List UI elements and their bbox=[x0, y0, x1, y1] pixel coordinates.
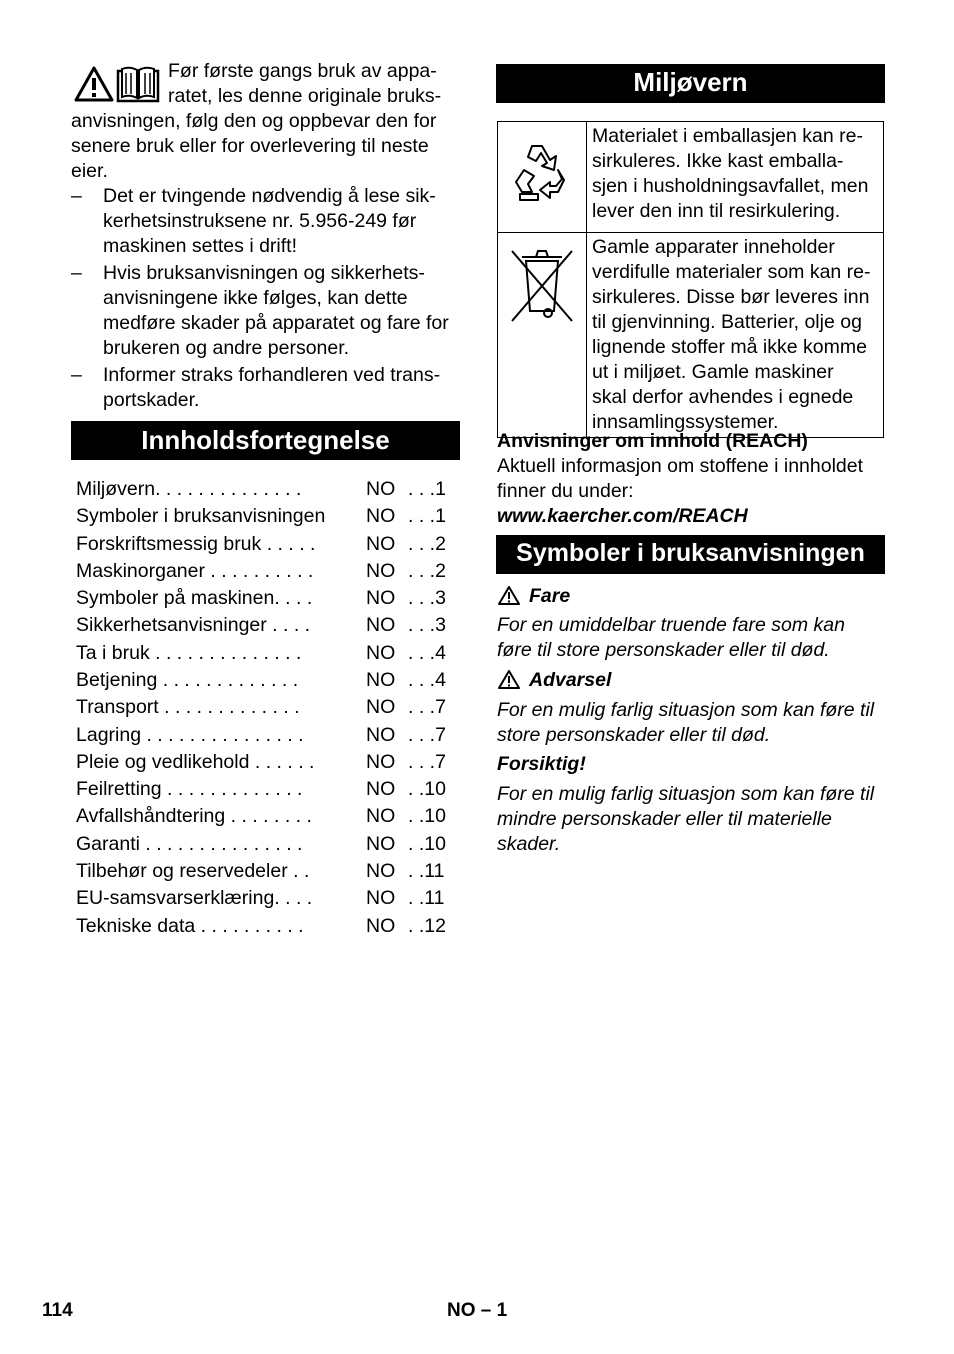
bullet-dash: – bbox=[71, 364, 82, 386]
toc-lang: NO bbox=[366, 587, 396, 609]
toc-page: . . .7 bbox=[408, 724, 446, 746]
toc-lang: NO bbox=[366, 805, 396, 827]
toc-page: . . .4 bbox=[408, 669, 446, 691]
toc-heading: Innholdsfortegnelse bbox=[71, 421, 460, 460]
toc-row[interactable] bbox=[76, 612, 456, 639]
toc-title: EU-samsvarserklæring. . . . bbox=[76, 887, 313, 909]
toc-title: Maskinorganer . . . . . . . . . . bbox=[76, 560, 314, 582]
toc-page: . . .7 bbox=[408, 696, 446, 718]
environment-line: lever den inn til resirkulering. bbox=[592, 200, 841, 222]
toc-page: . . .4 bbox=[408, 642, 446, 664]
toc-page: . .11 bbox=[408, 887, 445, 909]
toc-lang: NO bbox=[366, 887, 396, 909]
page-number: 114 bbox=[42, 1300, 73, 1321]
bullet-line: maskinen settes i drift! bbox=[103, 235, 297, 257]
toc-lang: NO bbox=[366, 478, 396, 500]
reach-line: Aktuell informasjon om stoffene i innholdet bbox=[497, 455, 864, 477]
warning-line: For en mulig farlig situasjon som kan føre til bbox=[497, 699, 875, 721]
crossed-bin-icon bbox=[498, 233, 586, 333]
environment-line: sirkuleres. Disse bør leveres inn bbox=[592, 286, 870, 308]
environment-line: lignende stoffer må ikke komme bbox=[592, 336, 867, 358]
danger-line: For en umiddelbar truende fare som kan bbox=[497, 614, 845, 636]
warning-triangle-icon bbox=[497, 585, 521, 605]
toc-title: Lagring . . . . . . . . . . . . . . . bbox=[76, 724, 304, 746]
toc-row[interactable] bbox=[76, 776, 456, 803]
toc-page: . . .7 bbox=[408, 751, 446, 773]
warning-label: Advarsel bbox=[529, 669, 612, 691]
toc-page: . .11 bbox=[408, 860, 445, 882]
toc-lang: NO bbox=[366, 696, 396, 718]
intro-line: anvisningen, følg den og oppbevar den for bbox=[71, 110, 437, 132]
toc-page: . . .2 bbox=[408, 533, 446, 555]
bullet-line: medføre skader på apparatet og fare for bbox=[103, 312, 449, 334]
toc-title: Tilbehør og reservedeler . . bbox=[76, 860, 310, 882]
intro-line: senere bruk eller for overlevering til neste bbox=[71, 135, 429, 157]
environment-text bbox=[587, 122, 884, 233]
caution-line: For en mulig farlig situasjon som kan føre til bbox=[497, 783, 875, 805]
warning-line: store personskader eller til død. bbox=[497, 724, 771, 746]
toc-row[interactable] bbox=[76, 803, 456, 830]
toc-page: . . .1 bbox=[408, 505, 446, 527]
toc-row[interactable] bbox=[76, 694, 456, 721]
toc-row[interactable] bbox=[76, 885, 456, 912]
icon-cell bbox=[498, 122, 587, 233]
toc-lang: NO bbox=[366, 860, 396, 882]
reach-url-link[interactable]: www.kaercher.com/REACH bbox=[497, 505, 748, 527]
intro-line: Før første gangs bruk av appa- bbox=[168, 60, 437, 82]
toc-row[interactable] bbox=[76, 531, 456, 558]
bullet-line: kerhetsinstruksene nr. 5.956-249 før bbox=[103, 210, 417, 232]
environment-line: ut i miljøet. Gamle maskiner bbox=[592, 361, 834, 383]
environment-line: Gamle apparater inneholder bbox=[592, 236, 835, 258]
environment-row bbox=[498, 122, 884, 233]
environment-line: sjen i husholdningsavfallet, men bbox=[592, 175, 869, 197]
toc-page: . . .3 bbox=[408, 587, 446, 609]
toc-row[interactable] bbox=[76, 722, 456, 749]
symbols-heading: Symboler i bruksanvisningen bbox=[496, 535, 885, 574]
environment-text bbox=[587, 233, 884, 438]
toc-lang: NO bbox=[366, 669, 396, 691]
toc-title: Garanti . . . . . . . . . . . . . . . bbox=[76, 833, 303, 855]
book-icon bbox=[116, 65, 160, 103]
intro-line: ratet, les denne originale bruks- bbox=[168, 85, 442, 107]
toc-lang: NO bbox=[366, 724, 396, 746]
reach-heading: Anvisninger om innhold (REACH) bbox=[497, 430, 808, 452]
environment-heading: Miljøvern bbox=[496, 64, 885, 103]
warning-triangle-icon bbox=[73, 65, 115, 103]
toc-row[interactable] bbox=[76, 858, 456, 885]
toc-title: Symboler på maskinen. . . . bbox=[76, 587, 313, 609]
toc-title: Betjening . . . . . . . . . . . . . bbox=[76, 669, 299, 691]
intro-line: eier. bbox=[71, 160, 108, 182]
footer-lang-page: NO – 1 bbox=[447, 1300, 508, 1321]
recycle-icon bbox=[498, 122, 586, 226]
toc-lang: NO bbox=[366, 560, 396, 582]
toc-page: . . .3 bbox=[408, 614, 446, 636]
bullet-dash: – bbox=[71, 262, 82, 284]
toc-row[interactable] bbox=[76, 667, 456, 694]
environment-table bbox=[497, 121, 884, 438]
toc-page: . .12 bbox=[408, 915, 446, 937]
bullet-line: Hvis bruksanvisningen og sikkerhets- bbox=[103, 262, 425, 284]
toc-title: Ta i bruk . . . . . . . . . . . . . . bbox=[76, 642, 302, 664]
bullet-line: brukeren og andre personer. bbox=[103, 337, 350, 359]
bullet-dash: – bbox=[71, 185, 82, 207]
environment-line: innsamlingssystemer. bbox=[592, 411, 779, 433]
toc-title: Forskriftsmessig bruk . . . . . bbox=[76, 533, 316, 555]
environment-line: sirkuleres. Ikke kast emballa- bbox=[592, 150, 844, 172]
toc-page: . .10 bbox=[408, 833, 446, 855]
toc-title: Sikkerhetsanvisninger . . . . bbox=[76, 614, 311, 636]
toc-title: Feilretting . . . . . . . . . . . . . bbox=[76, 778, 303, 800]
toc-lang: NO bbox=[366, 642, 396, 664]
toc-row[interactable] bbox=[76, 749, 456, 776]
toc-lang: NO bbox=[366, 778, 396, 800]
toc-lang: NO bbox=[366, 833, 396, 855]
toc-lang: NO bbox=[366, 915, 396, 937]
environment-line: til gjenvinning. Batterier, olje og bbox=[592, 311, 862, 333]
bullet-line: portskader. bbox=[103, 389, 200, 411]
environment-line: verdifulle materialer som kan re- bbox=[592, 261, 871, 283]
bullet-line: Informer straks forhandleren ved trans- bbox=[103, 364, 441, 386]
icon-cell bbox=[498, 233, 587, 438]
environment-line: skal derfor avhendes i egnede bbox=[592, 386, 854, 408]
reach-line: finner du under: bbox=[497, 480, 634, 502]
toc-page: . . .2 bbox=[408, 560, 446, 582]
bullet-line: Det er tvingende nødvendig å lese sik- bbox=[103, 185, 436, 207]
toc-title: Tekniske data . . . . . . . . . . bbox=[76, 915, 304, 937]
toc-row[interactable] bbox=[76, 476, 456, 503]
environment-line: Materialet i emballasjen kan re- bbox=[592, 125, 863, 147]
toc-page: . .10 bbox=[408, 778, 446, 800]
toc-page: . . .1 bbox=[408, 478, 446, 500]
toc-row[interactable] bbox=[76, 640, 456, 667]
toc-title: Transport . . . . . . . . . . . . . bbox=[76, 696, 300, 718]
toc-row[interactable] bbox=[76, 831, 456, 858]
caution-line: mindre personskader eller til materielle bbox=[497, 808, 832, 830]
toc-page: . .10 bbox=[408, 805, 446, 827]
danger-line: føre til store personskader eller til død. bbox=[497, 639, 830, 661]
warning-triangle-icon bbox=[497, 669, 521, 689]
caution-line: skader. bbox=[497, 833, 561, 855]
toc-row[interactable] bbox=[76, 913, 456, 940]
caution-label: Forsiktig! bbox=[497, 753, 586, 775]
danger-label: Fare bbox=[529, 585, 571, 607]
toc-title: Pleie og vedlikehold . . . . . . bbox=[76, 751, 315, 773]
toc-title: Miljøvern. . . . . . . . . . . . . . bbox=[76, 478, 302, 500]
toc-title: Symboler i bruksanvisningen bbox=[76, 505, 326, 527]
bullet-line: anvisningene ikke følges, kan dette bbox=[103, 287, 408, 309]
toc-title: Avfallshåndtering . . . . . . . . bbox=[76, 805, 312, 827]
toc-lang: NO bbox=[366, 505, 396, 527]
toc-lang: NO bbox=[366, 751, 396, 773]
environment-row bbox=[498, 233, 884, 438]
toc-row[interactable] bbox=[76, 503, 456, 530]
toc-row[interactable] bbox=[76, 558, 456, 585]
toc-lang: NO bbox=[366, 614, 396, 636]
toc-lang: NO bbox=[366, 533, 396, 555]
toc-row[interactable] bbox=[76, 585, 456, 612]
